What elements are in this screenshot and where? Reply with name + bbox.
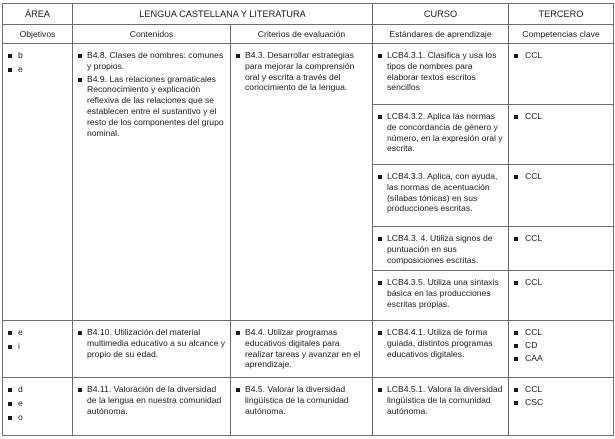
- objetivo-item: o: [7, 412, 68, 423]
- contenido-item: B4.9. Las relaciones gramaticales Reconocimiento y explicación reflexiva de las relaciones que se establecen entre el sustantivo y el resto de los componentes del grupo nominal.: [77, 74, 226, 139]
- competencias-cell: [509, 44, 614, 105]
- competencia-item: CCL: [513, 171, 609, 182]
- objetivo-item: e: [7, 398, 68, 409]
- contenidos-cell: [73, 321, 231, 378]
- standard-cell: [373, 105, 509, 165]
- competencias-cell: [509, 321, 614, 378]
- table-row: [3, 378, 614, 436]
- objetivos-cell: [3, 378, 73, 436]
- col-contenidos: Contenidos: [73, 25, 231, 44]
- criterio-item: B4.4. Utilizar programas educativos digitales para realizar tareas y avanzar en el aprendizaje.: [235, 327, 368, 370]
- competencia-item: CCL: [513, 384, 609, 395]
- subject-header: LENGUA CASTELLANA Y LITERATURA: [73, 4, 373, 25]
- table-row: [3, 321, 614, 378]
- standard-cell: [373, 321, 509, 378]
- criterio-item: B4.5. Valorar la diversidad lingüística de la comunidad autónoma.: [235, 384, 368, 416]
- competencia-item: CSC: [513, 397, 609, 408]
- standard-cell: [373, 378, 509, 436]
- competencias-cell: [509, 378, 614, 436]
- objetivo-item: d: [7, 384, 68, 395]
- competencias-cell: [509, 165, 614, 227]
- standard-item: LCB4.3. 4. Utiliza signos de puntuación en sus composiciones escritas.: [377, 233, 504, 265]
- objetivo-item: i: [7, 341, 68, 352]
- col-criterios: Criterios de evaluación: [231, 25, 373, 44]
- area-header: ÁREA: [3, 4, 73, 25]
- competencias-cell: [509, 227, 614, 271]
- contenidos-cell: [73, 378, 231, 436]
- standard-cell: [373, 44, 509, 105]
- standard-cell: [373, 165, 509, 227]
- criterio-item: B4.3. Desarrollar estrategias para mejorar la comprensión oral y escrita a través del conocimiento de la lengua.: [235, 50, 368, 93]
- col-estandares: Estándares de aprendizaje: [373, 25, 509, 44]
- contenido-item: B4.8. Clases de nombres: comunes y propios.: [77, 50, 226, 72]
- objetivo-item: e: [7, 327, 68, 338]
- competencia-item: CD: [513, 340, 609, 351]
- standard-item: LCB4.3.5. Utiliza una sintaxis básica en las producciones escritas propias.: [377, 277, 504, 309]
- standard-item: LCB4.4.1. Utiliza de forma guiada, distintos programas educativos digitales.: [377, 327, 504, 359]
- course-value-header: TERCERO: [509, 4, 614, 25]
- competencia-item: CCL: [513, 327, 609, 338]
- contenido-item: B4.10. Utilización del material multimedia educativo a su alcance y propio de su edad.: [77, 327, 226, 359]
- standard-item: LCB4.3.2. Aplica las normas de concordancia de género y número, en la expresión oral y escrita.: [377, 111, 504, 154]
- objetivos-cell: [3, 321, 73, 378]
- objetivos-cell: [3, 44, 73, 321]
- competencia-item: CCL: [513, 50, 609, 61]
- standard-cell: [373, 271, 509, 321]
- col-objetivos: Objetivos: [3, 25, 73, 44]
- course-label-header: CURSO: [373, 4, 509, 25]
- table-row: [3, 44, 614, 105]
- competencias-cell: [509, 271, 614, 321]
- competencia-item: CCL: [513, 111, 609, 122]
- standard-cell: [373, 227, 509, 271]
- objetivo-item: b: [7, 50, 68, 61]
- column-header-row: [3, 25, 614, 44]
- col-competencias: Competencias clave: [509, 25, 614, 44]
- objetivo-item: e: [7, 64, 68, 75]
- criterios-cell: [231, 44, 373, 321]
- curriculum-table: [2, 3, 614, 436]
- standard-item: LCB4.3.3. Aplica, con ayuda, las normas de acentuación (sílabas tónicas) en sus producciones escritas.: [377, 171, 504, 214]
- contenido-item: B4.11. Valoración de la diversidad de la lengua en nuestra comunidad autónoma.: [77, 384, 226, 416]
- standard-item: LCB4.5.1. Valora la diversidad lingüística de la comunidad autónoma.: [377, 384, 504, 416]
- contenidos-cell: [73, 44, 231, 321]
- title-row: [3, 4, 614, 25]
- criterios-cell: [231, 378, 373, 436]
- competencias-cell: [509, 105, 614, 165]
- competencia-item: CCL: [513, 233, 609, 244]
- standard-item: LCB4.3.1. Clasifica y usa los tipos de nombres para elaborar textos escritos sencillos: [377, 50, 504, 93]
- competencia-item: CCL: [513, 277, 609, 288]
- criterios-cell: [231, 321, 373, 378]
- competencia-item: CAA: [513, 353, 609, 364]
